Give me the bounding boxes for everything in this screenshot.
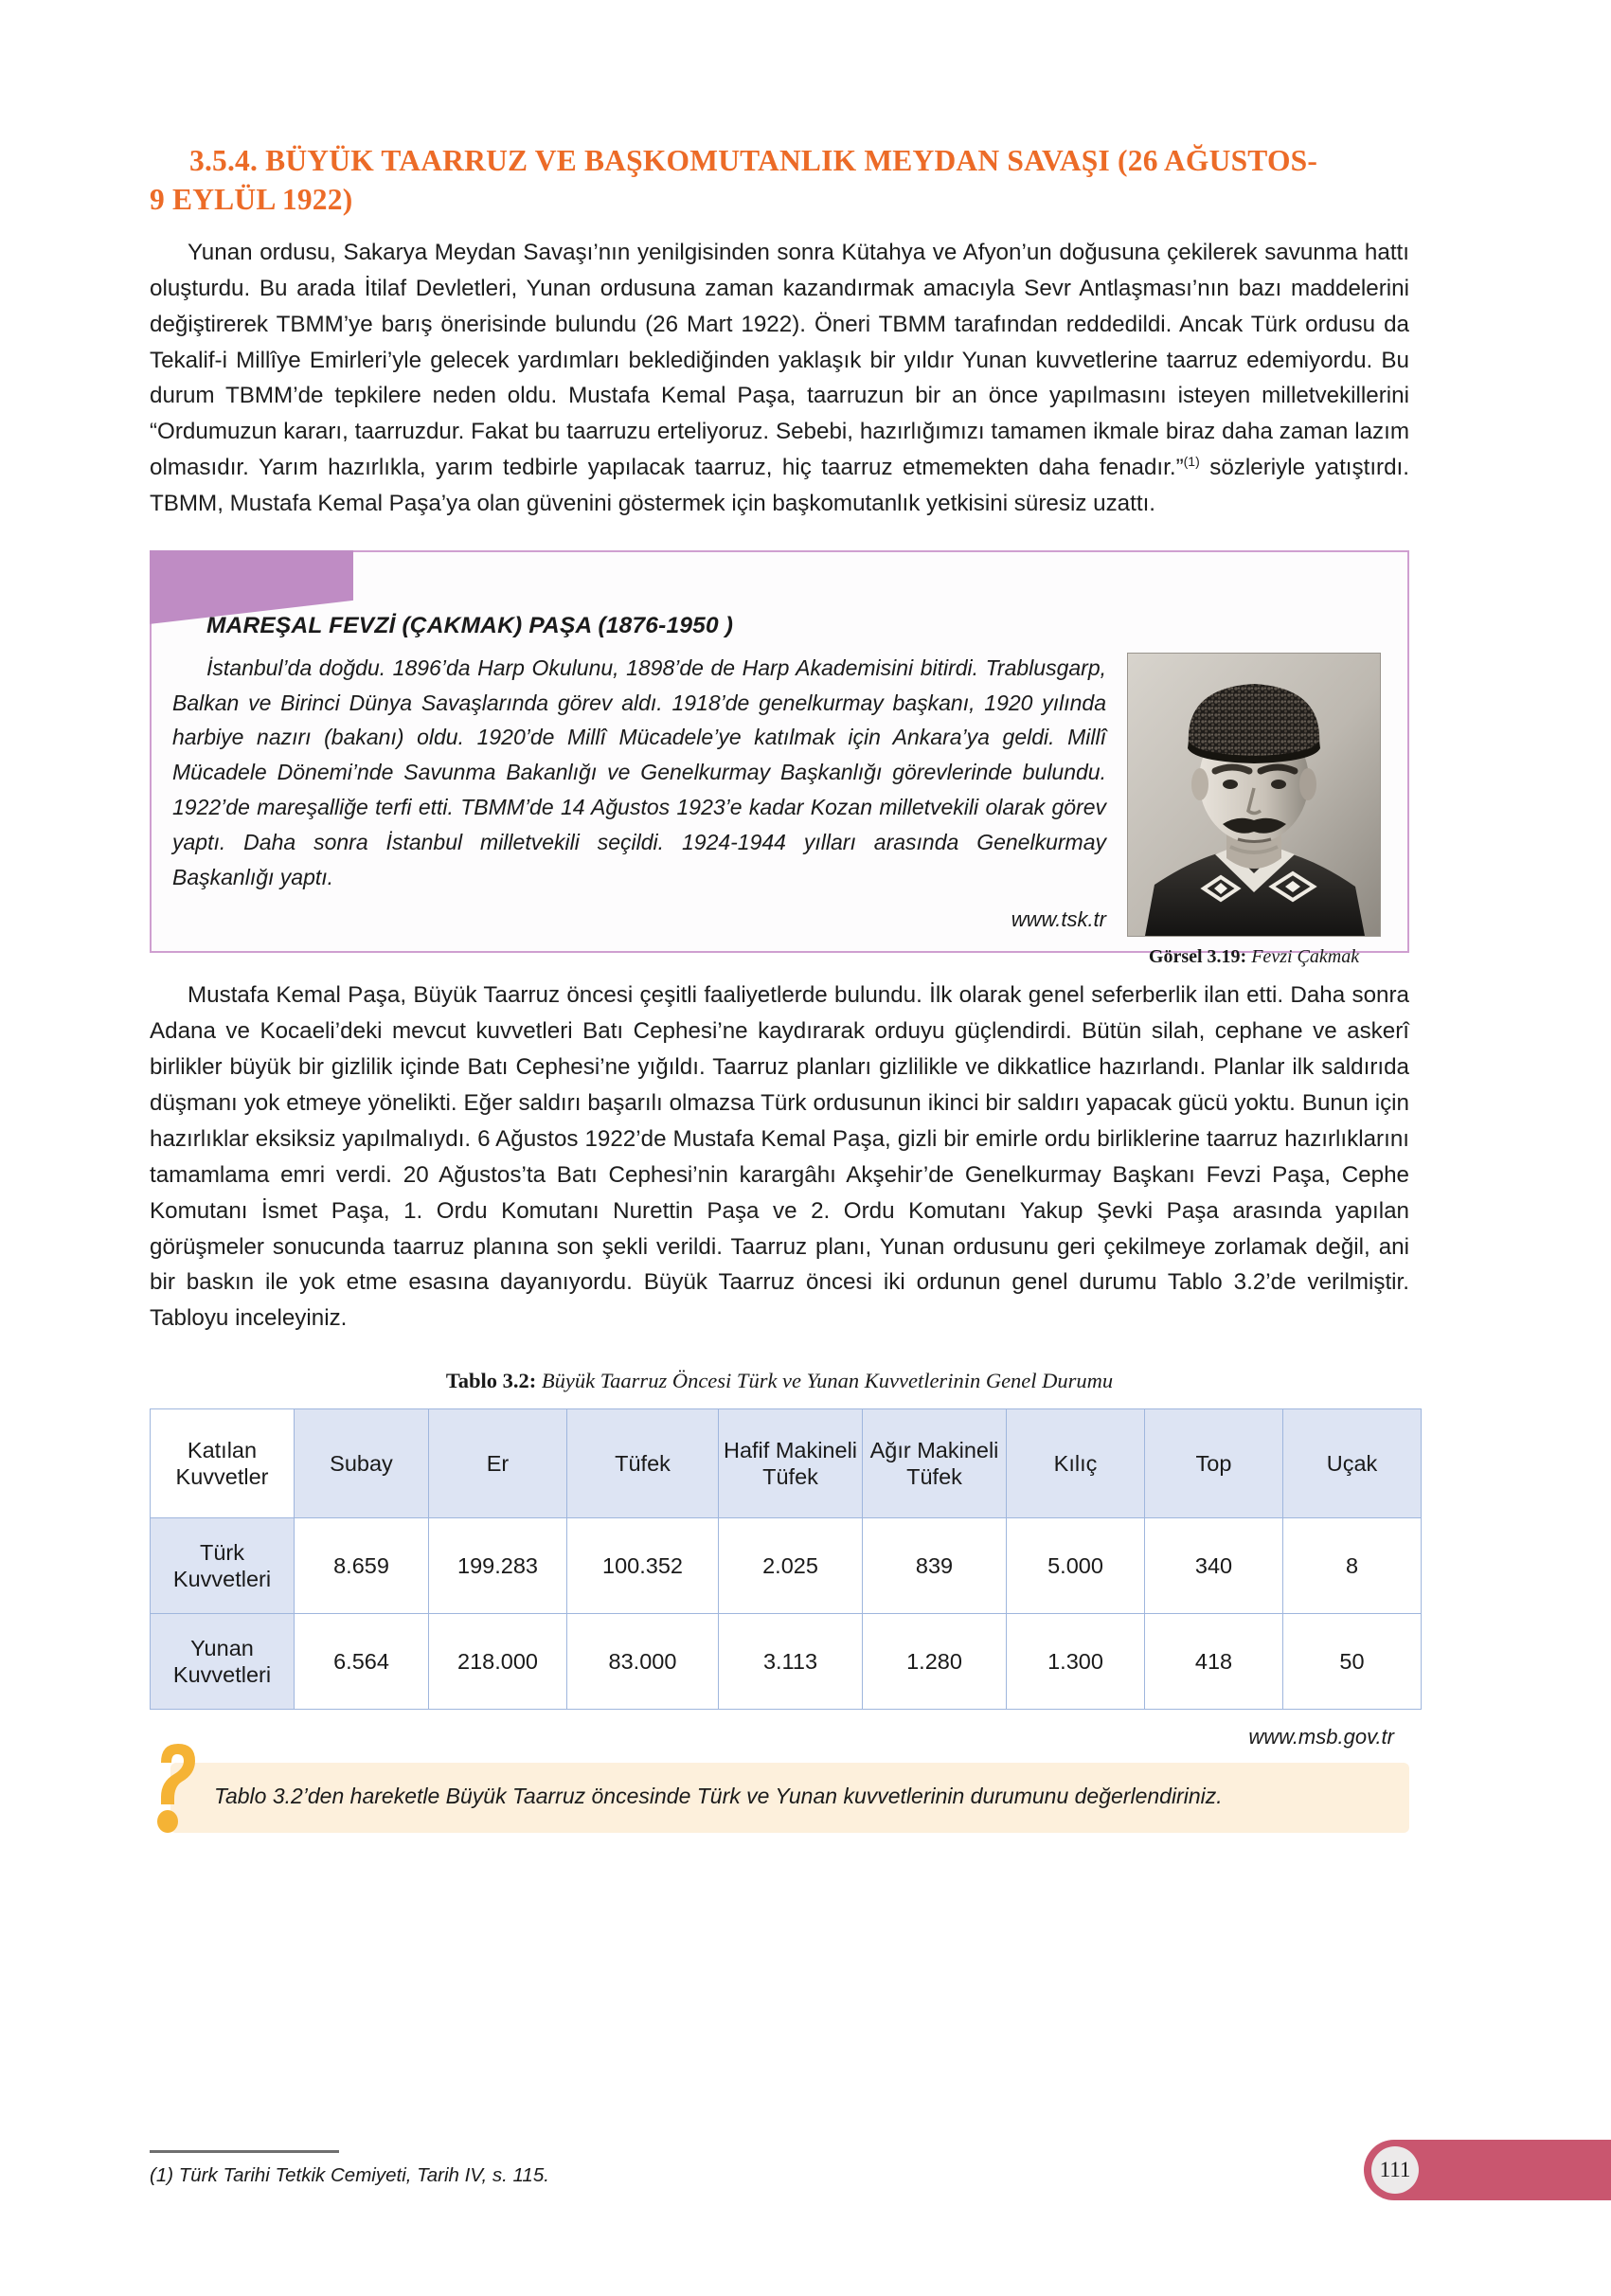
table-title-label: Tablo 3.2: bbox=[445, 1369, 537, 1393]
table-col-header-2: Er bbox=[429, 1409, 567, 1518]
table-col-header-8: Uçak bbox=[1283, 1409, 1422, 1518]
footnote-divider bbox=[150, 2150, 339, 2153]
question-text: Tablo 3.2’den hareketle Büyük Taarruz öncesinde Türk ve Yunan kuvvetlerinin durumunu değerlendiriniz. bbox=[214, 1784, 1223, 1809]
table-cell-1-6: 418 bbox=[1145, 1614, 1283, 1710]
table-row-label-0: Türk Kuvvetleri bbox=[151, 1518, 295, 1614]
table-cell-0-2: 100.352 bbox=[567, 1518, 719, 1614]
table-cell-1-0: 6.564 bbox=[295, 1614, 429, 1710]
table-cell-0-7: 8 bbox=[1283, 1518, 1422, 1614]
section-heading-line2: 9 EYLÜL 1922) bbox=[150, 182, 353, 216]
page-content bbox=[150, 142, 1409, 1837]
table-cell-0-6: 340 bbox=[1145, 1518, 1283, 1614]
paragraph-intro-text: Yunan ordusu, Sakarya Meydan Savaşı’nın yenilgisinden sonra Kütahya ve Afyon’un doğusuna çekilerek savunma hattı oluşturdu. Bu arada İtilaf Devletleri, Yunan ordusuna zaman kazandırmak amacıyla Sevr Antlaşması’nın bazı maddelerini değiştirerek TBMM’ye barış önerisinde bulundu (26 Mart 1922). Öneri TBMM tarafından reddedildi. Ancak Türk ordusu da Tekalif-i Millîye Emirleri’yle gelecek yardımları beklediğinden yaklaşık bir yıldır Yunan kuvvetlerine taarruz edemiyordu. Bu durum TBMM’de tepkilere neden oldu. Mustafa Kemal Paşa, taarruzun bir an önce yapılmasını isteyen milletvekillerini “Ordumuzun kararı, taarruzdur. Fakat bu taarruzu erteliyoruz. Sebebi, hazırlığımızı tamamen ikmale biraz daha zaman lazım olmasıdır. Yarım hazırlıkla, yarım tedbirle yapılacak taarruz, hiç taarruz etmemekten daha fenadır.” bbox=[150, 239, 1409, 481]
page-number: 111 bbox=[1371, 2146, 1419, 2194]
footnote-area bbox=[150, 2150, 1286, 2187]
section-heading-line1: 3.5.4. BÜYÜK TAARRUZ VE BAŞKOMUTANLIK MEYDAN SAVAŞI (26 AĞUSTOS- bbox=[189, 144, 1318, 177]
figure-caption bbox=[1127, 946, 1381, 968]
table-col-header-1: Subay bbox=[295, 1409, 429, 1518]
bio-text: İstanbul’da doğdu. 1896’da Harp Okulunu, 1898’de de Harp Akademisini bitirdi. Trablusgarp, Balkan ve Birinci Dünya Savaşlarında görev aldı. 1918’de genelkurmay başkanı, 1920 yılında harbiye nazırı (bakanı) oldu. 1920’de Millî Mücadele’ye katılmak için Ankara’ya geldi. Millî Mücadele Dönemi’nde Savunma Bakanlığı ve Genelkurmay Başkanlığı görevlerinde bulundu. 1922’de mareşalliğe terfi etti. TBMM’de 14 Ağustos 1923’e kadar Kozan milletvekili olarak görev yaptı. Daha sonra İstanbul milletvekili seçildi. 1924-1944 yılları arasında Genelkurmay Başkanlığı yaptı. bbox=[172, 655, 1106, 889]
table-title-text: Büyük Taarruz Öncesi Türk ve Yunan Kuvvetlerinin Genel Durumu bbox=[536, 1369, 1114, 1393]
bio-title: MAREŞAL FEVZİ (ÇAKMAK) PAŞA (1876-1950 ) bbox=[206, 612, 734, 638]
fevzi-cakmak-portrait bbox=[1127, 653, 1381, 937]
table-col-header-6: Kılıç bbox=[1007, 1409, 1145, 1518]
table-cell-1-2: 83.000 bbox=[567, 1614, 719, 1710]
table-title bbox=[150, 1369, 1409, 1393]
table-col-header-5: Ağır Makineli Tüfek bbox=[863, 1409, 1007, 1518]
bio-source: www.tsk.tr bbox=[1011, 907, 1106, 932]
question-callout bbox=[150, 1763, 1409, 1837]
figure-caption-text: Fevzi Çakmak bbox=[1246, 945, 1360, 967]
table-cell-1-3: 3.113 bbox=[719, 1614, 863, 1710]
table-cell-1-5: 1.300 bbox=[1007, 1614, 1145, 1710]
table-col-header-4: Hafif Makineli Tüfek bbox=[719, 1409, 863, 1518]
table-cell-1-1: 218.000 bbox=[429, 1614, 567, 1710]
question-mark-icon bbox=[150, 1738, 203, 1837]
page-title bbox=[150, 142, 1409, 220]
table-cell-0-1: 199.283 bbox=[429, 1518, 567, 1614]
bio-flow bbox=[172, 651, 1387, 967]
table-row bbox=[151, 1614, 1422, 1710]
table-header-row bbox=[151, 1409, 1422, 1518]
table-row-label-1: Yunan Kuvvetleri bbox=[151, 1614, 295, 1710]
table-cell-0-4: 839 bbox=[863, 1518, 1007, 1614]
footnote-text: (1) Türk Tarihi Tetkik Cemiyeti, Tarih IV, s. 115. bbox=[150, 2164, 549, 2186]
paragraph-intro bbox=[150, 235, 1409, 522]
table-col-header-0: Katılan Kuvvetler bbox=[151, 1409, 295, 1518]
table-cell-0-5: 5.000 bbox=[1007, 1518, 1145, 1614]
bio-figure bbox=[1127, 653, 1381, 968]
table-cell-1-4: 1.280 bbox=[863, 1614, 1007, 1710]
taniyalim-box bbox=[150, 550, 1409, 967]
footnote-marker: (1) bbox=[1183, 454, 1200, 470]
table-cell-1-7: 50 bbox=[1283, 1614, 1422, 1710]
table-source: www.msb.gov.tr bbox=[1248, 1725, 1394, 1749]
paragraph-intro-tail: sözleriyle yatıştırdı. TBMM, Mustafa Kemal Paşa’ya olan güvenini göstermek için başkomutanlık yetkisini süresiz uzattı. bbox=[150, 455, 1409, 516]
figure-caption-label: Görsel 3.19: bbox=[1148, 945, 1247, 967]
portrait-illustration bbox=[1128, 654, 1380, 936]
table-col-header-7: Top bbox=[1145, 1409, 1283, 1518]
paragraph-preparations: Mustafa Kemal Paşa, Büyük Taarruz öncesi çeşitli faaliyetlerde bulundu. İlk olarak genel seferberlik ilan etti. Daha sonra Adana ve Kocaeli’deki mevcut kuvvetleri Batı Cephesi’ne kaydırarak orduyu güçlendirdi. Bütün silah, cephane ve askerî birlikler büyük bir gizlilik içinde Batı Cephesi’ne yığıldı. Taarruz planları gizlilikle ve dikkatlice hazırlandı. Planlar ilk saldırıda düşmanı yok etmeye yönelikti. Eğer saldırı başarılı olmazsa Türk ordusunun ikinci bir saldırı yapacak gücü yoktu. Bunun için hazırlıklar eksiksiz yapılmalıydı. 6 Ağustos 1922’de Mustafa Kemal Paşa, gizli bir emirle ordu birliklerine taarruz hazırlıklarını tamamlama emri verdi. 20 Ağustos’ta Batı Cephesi’nin karargâhı Akşehir’de Genelkurmay Başkanı Fevzi Paşa, Cephe Komutanı İsmet Paşa, 1. Ordu Komutanı Nurettin Paşa ve 2. Ordu Komutanı Yakup Şevki Paşa arasında yapılan görüşmeler sonucunda taarruz planına son şekli verildi. Taarruz planı, Yunan ordusunu geri çekilmeye zorlamak değil, ani bir baskın ile yok etme esasına dayanıyordu. Büyük Taarruz öncesi iki ordunun genel durumu Tablo 3.2’de verilmiştir. Tabloyu inceleyiniz. bbox=[150, 982, 1409, 1332]
forces-comparison-table bbox=[150, 1408, 1422, 1710]
taniyalim-section bbox=[150, 550, 1409, 967]
table-cell-0-3: 2.025 bbox=[719, 1518, 863, 1614]
page-number-badge bbox=[1364, 2140, 1611, 2200]
table-cell-0-0: 8.659 bbox=[295, 1518, 429, 1614]
table-row bbox=[151, 1518, 1422, 1614]
table-col-header-3: Tüfek bbox=[567, 1409, 719, 1518]
